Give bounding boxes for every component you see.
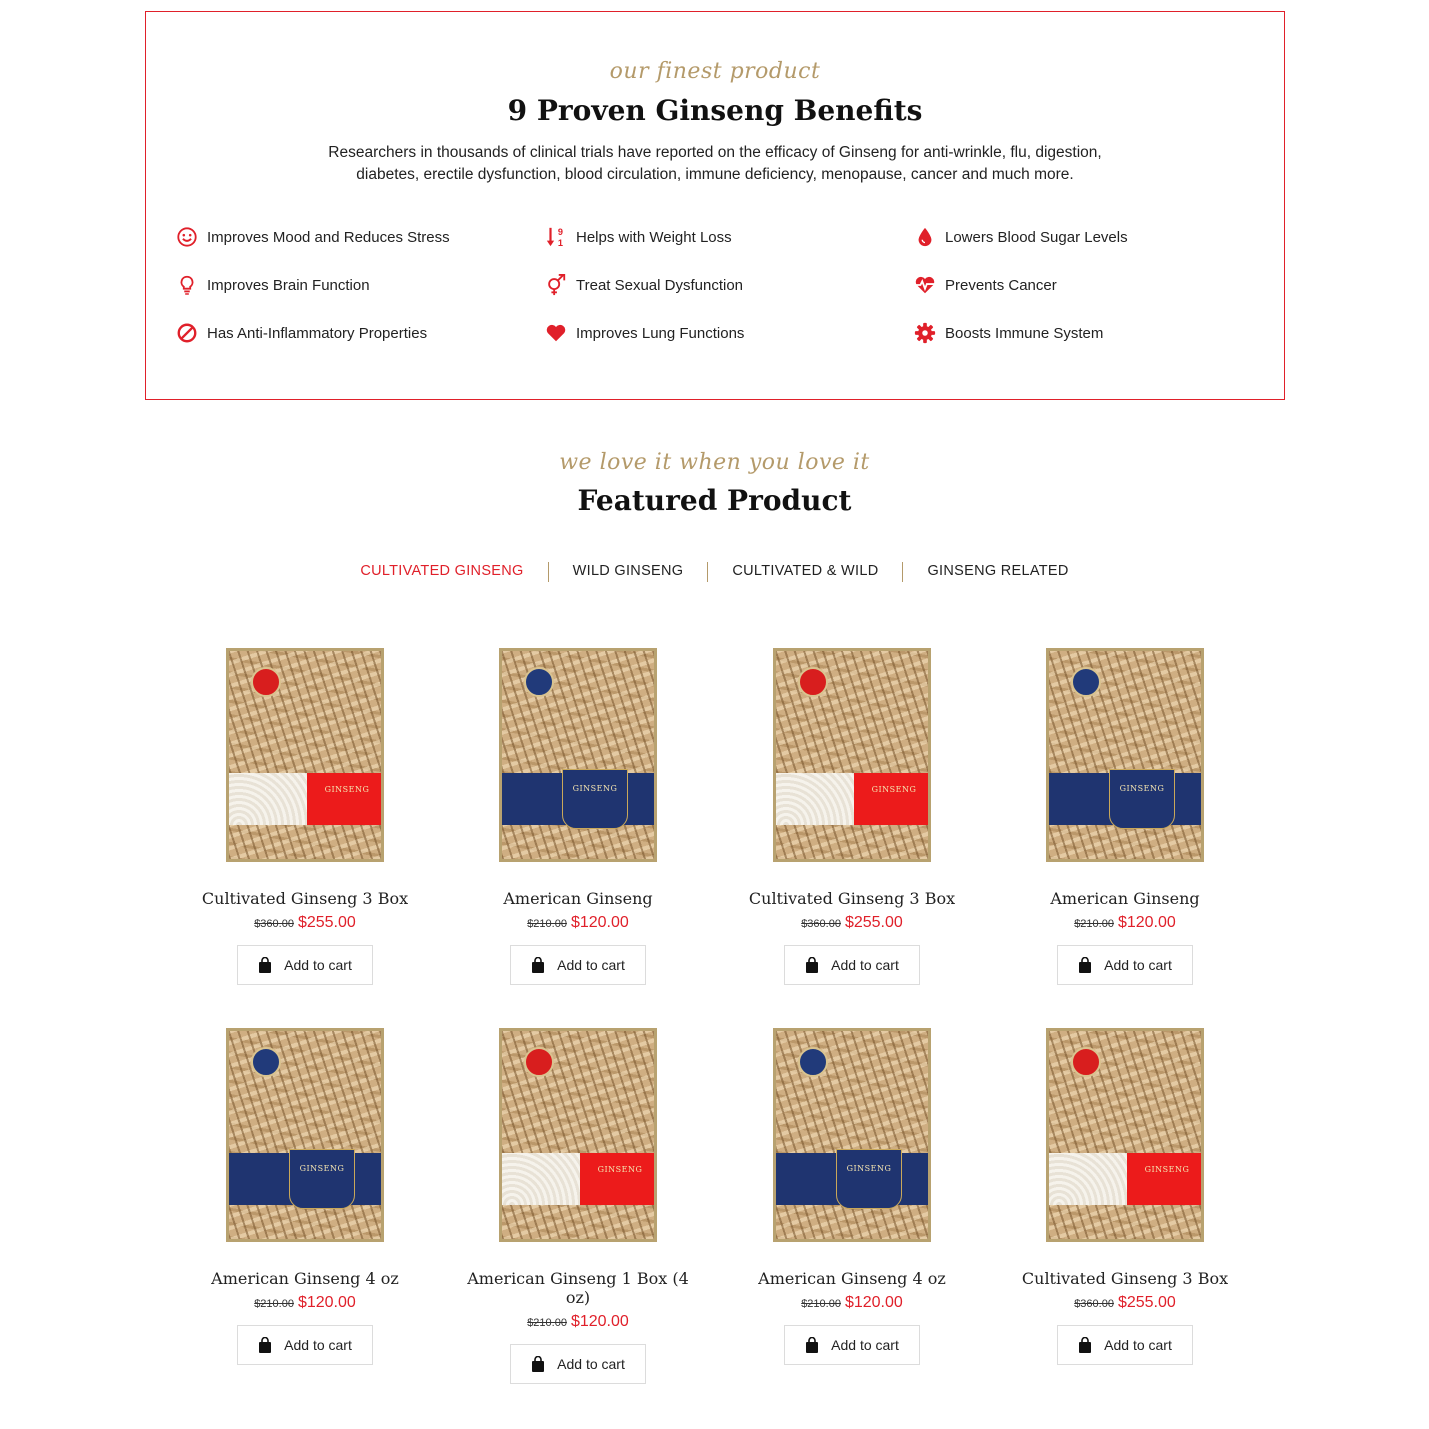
product-card — [727, 648, 977, 985]
benefit-item — [175, 272, 370, 298]
product-image[interactable] — [773, 648, 931, 862]
smile-icon — [175, 225, 199, 249]
tab-cultivated-and-wild[interactable]: CULTIVATED & WILD — [732, 563, 879, 579]
benefit-item — [544, 320, 744, 346]
product-old-price: $360.00 — [1074, 1298, 1114, 1310]
product-price — [1000, 914, 1250, 932]
add-to-cart-button[interactable] — [784, 945, 920, 985]
product-sale-price: $255.00 — [297, 914, 356, 931]
product-name[interactable]: American Ginseng — [503, 889, 653, 908]
product-old-price: $210.00 — [527, 1317, 567, 1329]
product-name[interactable]: American Ginseng 4 oz — [758, 1269, 946, 1288]
svg-text:9: 9 — [557, 227, 563, 238]
tab-ginseng-related[interactable]: GINSENG RELATED — [927, 563, 1069, 579]
benefit-item — [544, 272, 743, 298]
product-name[interactable]: Cultivated Ginseng 3 Box — [201, 889, 409, 908]
product-card — [453, 648, 703, 985]
tab-cultivated-ginseng[interactable]: CULTIVATED GINSENG — [360, 563, 524, 579]
product-name[interactable]: American Ginseng — [1050, 889, 1200, 908]
add-to-cart-button[interactable] — [784, 1325, 920, 1365]
benefits-description-line-1: Researchers in thousands of clinical trials have reported on the efficacy of Ginseng for anti-wrinkle, flu, digestion, — [328, 144, 1102, 161]
product-image[interactable] — [226, 648, 384, 862]
product-old-price: $210.00 — [1074, 918, 1114, 930]
benefit-item — [175, 224, 450, 250]
product-category-tabs — [0, 560, 1429, 582]
benefits-section — [145, 11, 1285, 400]
benefit-label: Helps with Weight Loss — [576, 228, 732, 246]
product-price — [453, 914, 703, 932]
tab-wild-ginseng[interactable]: WILD GINSENG — [572, 563, 684, 579]
add-to-cart-button[interactable] — [237, 945, 373, 985]
package-label: GINSENG — [1127, 1153, 1204, 1205]
featured-title: Featured Product — [577, 484, 852, 517]
product-card — [180, 648, 430, 985]
product-name[interactable]: Cultivated Ginseng 3 Box — [1021, 1269, 1229, 1288]
add-to-cart-label: Add to cart — [557, 957, 625, 973]
benefit-item — [544, 224, 732, 250]
product-sale-price: $120.00 — [570, 1313, 629, 1330]
shopping-bag-icon — [805, 957, 819, 973]
add-to-cart-button[interactable] — [1057, 1325, 1193, 1365]
brand-seal-icon — [1071, 667, 1101, 697]
gear-icon — [913, 321, 937, 345]
shopping-bag-icon — [258, 1337, 272, 1353]
add-to-cart-button[interactable] — [237, 1325, 373, 1365]
package-label: GINSENG — [580, 1153, 657, 1205]
benefit-label: Improves Brain Function — [207, 276, 370, 294]
shopping-bag-icon — [805, 1337, 819, 1353]
svg-text:1: 1 — [557, 238, 563, 248]
brand-seal-icon — [251, 667, 281, 697]
benefits-description — [306, 142, 1124, 186]
shopping-bag-icon — [258, 957, 272, 973]
add-to-cart-label: Add to cart — [284, 1337, 352, 1353]
product-card — [1000, 648, 1250, 985]
gender-icon — [544, 273, 568, 297]
add-to-cart-label: Add to cart — [1104, 957, 1172, 973]
shopping-bag-icon — [1078, 957, 1092, 973]
product-old-price: $210.00 — [254, 1298, 294, 1310]
product-sale-price: $120.00 — [1117, 914, 1176, 931]
product-old-price: $360.00 — [801, 918, 841, 930]
product-sale-price: $120.00 — [297, 1294, 356, 1311]
add-to-cart-label: Add to cart — [557, 1356, 625, 1372]
brand-seal-icon — [524, 667, 554, 697]
product-image[interactable] — [773, 1028, 931, 1242]
shopping-bag-icon — [531, 957, 545, 973]
brand-seal-icon — [1071, 1047, 1101, 1077]
product-name[interactable]: American Ginseng 4 oz — [211, 1269, 399, 1288]
product-card — [1000, 1028, 1250, 1365]
sort-numeric-down-icon — [544, 225, 568, 249]
product-sale-price: $120.00 — [844, 1294, 903, 1311]
benefit-label: Treat Sexual Dysfunction — [576, 276, 744, 294]
package-label: GINSENG — [307, 773, 384, 825]
ban-icon — [175, 321, 199, 345]
benefit-item — [913, 272, 1057, 298]
product-price — [453, 1313, 703, 1331]
product-card — [180, 1028, 430, 1365]
product-old-price: $210.00 — [527, 918, 567, 930]
brand-seal-icon — [798, 1047, 828, 1077]
product-price — [1000, 1294, 1250, 1312]
add-to-cart-label: Add to cart — [831, 957, 899, 973]
benefit-label: Lowers Blood Sugar Levels — [945, 228, 1128, 246]
package-label: GINSENG — [836, 1149, 902, 1209]
benefits-script-heading: our finest product — [609, 59, 821, 84]
product-name[interactable]: Cultivated Ginseng 3 Box — [748, 889, 956, 908]
benefit-label: Has Anti-Inflammatory Properties — [207, 324, 428, 342]
add-to-cart-button[interactable] — [510, 945, 646, 985]
heart-icon — [544, 321, 568, 345]
benefit-item — [913, 224, 1128, 250]
add-to-cart-label: Add to cart — [284, 957, 352, 973]
product-old-price: $360.00 — [254, 918, 294, 930]
package-label: GINSENG — [1109, 769, 1175, 829]
add-to-cart-button[interactable] — [1057, 945, 1193, 985]
product-card — [453, 1028, 703, 1384]
add-to-cart-label: Add to cart — [1104, 1337, 1172, 1353]
product-card — [727, 1028, 977, 1365]
product-image[interactable] — [1046, 1028, 1204, 1242]
product-image[interactable] — [499, 648, 657, 862]
package-label: GINSENG — [854, 773, 931, 825]
blood-drop-icon — [913, 225, 937, 249]
product-price — [180, 914, 430, 932]
product-image[interactable] — [499, 1028, 657, 1242]
shopping-bag-icon — [531, 1356, 545, 1372]
product-price — [727, 914, 977, 932]
benefit-label: Improves Mood and Reduces Stress — [207, 228, 450, 246]
brand-seal-icon — [798, 667, 828, 697]
package-label: GINSENG — [562, 769, 628, 829]
add-to-cart-label: Add to cart — [831, 1337, 899, 1353]
product-sale-price: $255.00 — [1117, 1294, 1176, 1311]
product-price — [180, 1294, 430, 1312]
add-to-cart-button[interactable] — [510, 1344, 646, 1384]
benefit-label: Boosts Immune System — [945, 324, 1104, 342]
package-label: GINSENG — [289, 1149, 355, 1209]
lightbulb-icon — [175, 273, 199, 297]
benefit-item — [175, 320, 427, 346]
benefits-title: 9 Proven Ginseng Benefits — [507, 94, 923, 127]
heartbeat-icon — [913, 273, 937, 297]
product-image[interactable] — [226, 1028, 384, 1242]
featured-script-heading: we love it when you love it — [559, 450, 870, 475]
benefit-label: Improves Lung Functions — [576, 324, 745, 342]
product-name[interactable]: American Ginseng 1 Box (4 oz) — [467, 1269, 689, 1307]
benefits-description-line-2: diabetes, erectile dysfunction, blood circulation, immune deficiency, menopause, cancer and much more. — [356, 166, 1074, 183]
brand-seal-icon — [524, 1047, 554, 1077]
product-price — [727, 1294, 977, 1312]
benefit-label: Prevents Cancer — [945, 276, 1057, 294]
product-image[interactable] — [1046, 648, 1204, 862]
brand-seal-icon — [251, 1047, 281, 1077]
product-sale-price: $255.00 — [844, 914, 903, 931]
shopping-bag-icon — [1078, 1337, 1092, 1353]
product-sale-price: $120.00 — [570, 914, 629, 931]
benefit-item — [913, 320, 1103, 346]
product-old-price: $210.00 — [801, 1298, 841, 1310]
